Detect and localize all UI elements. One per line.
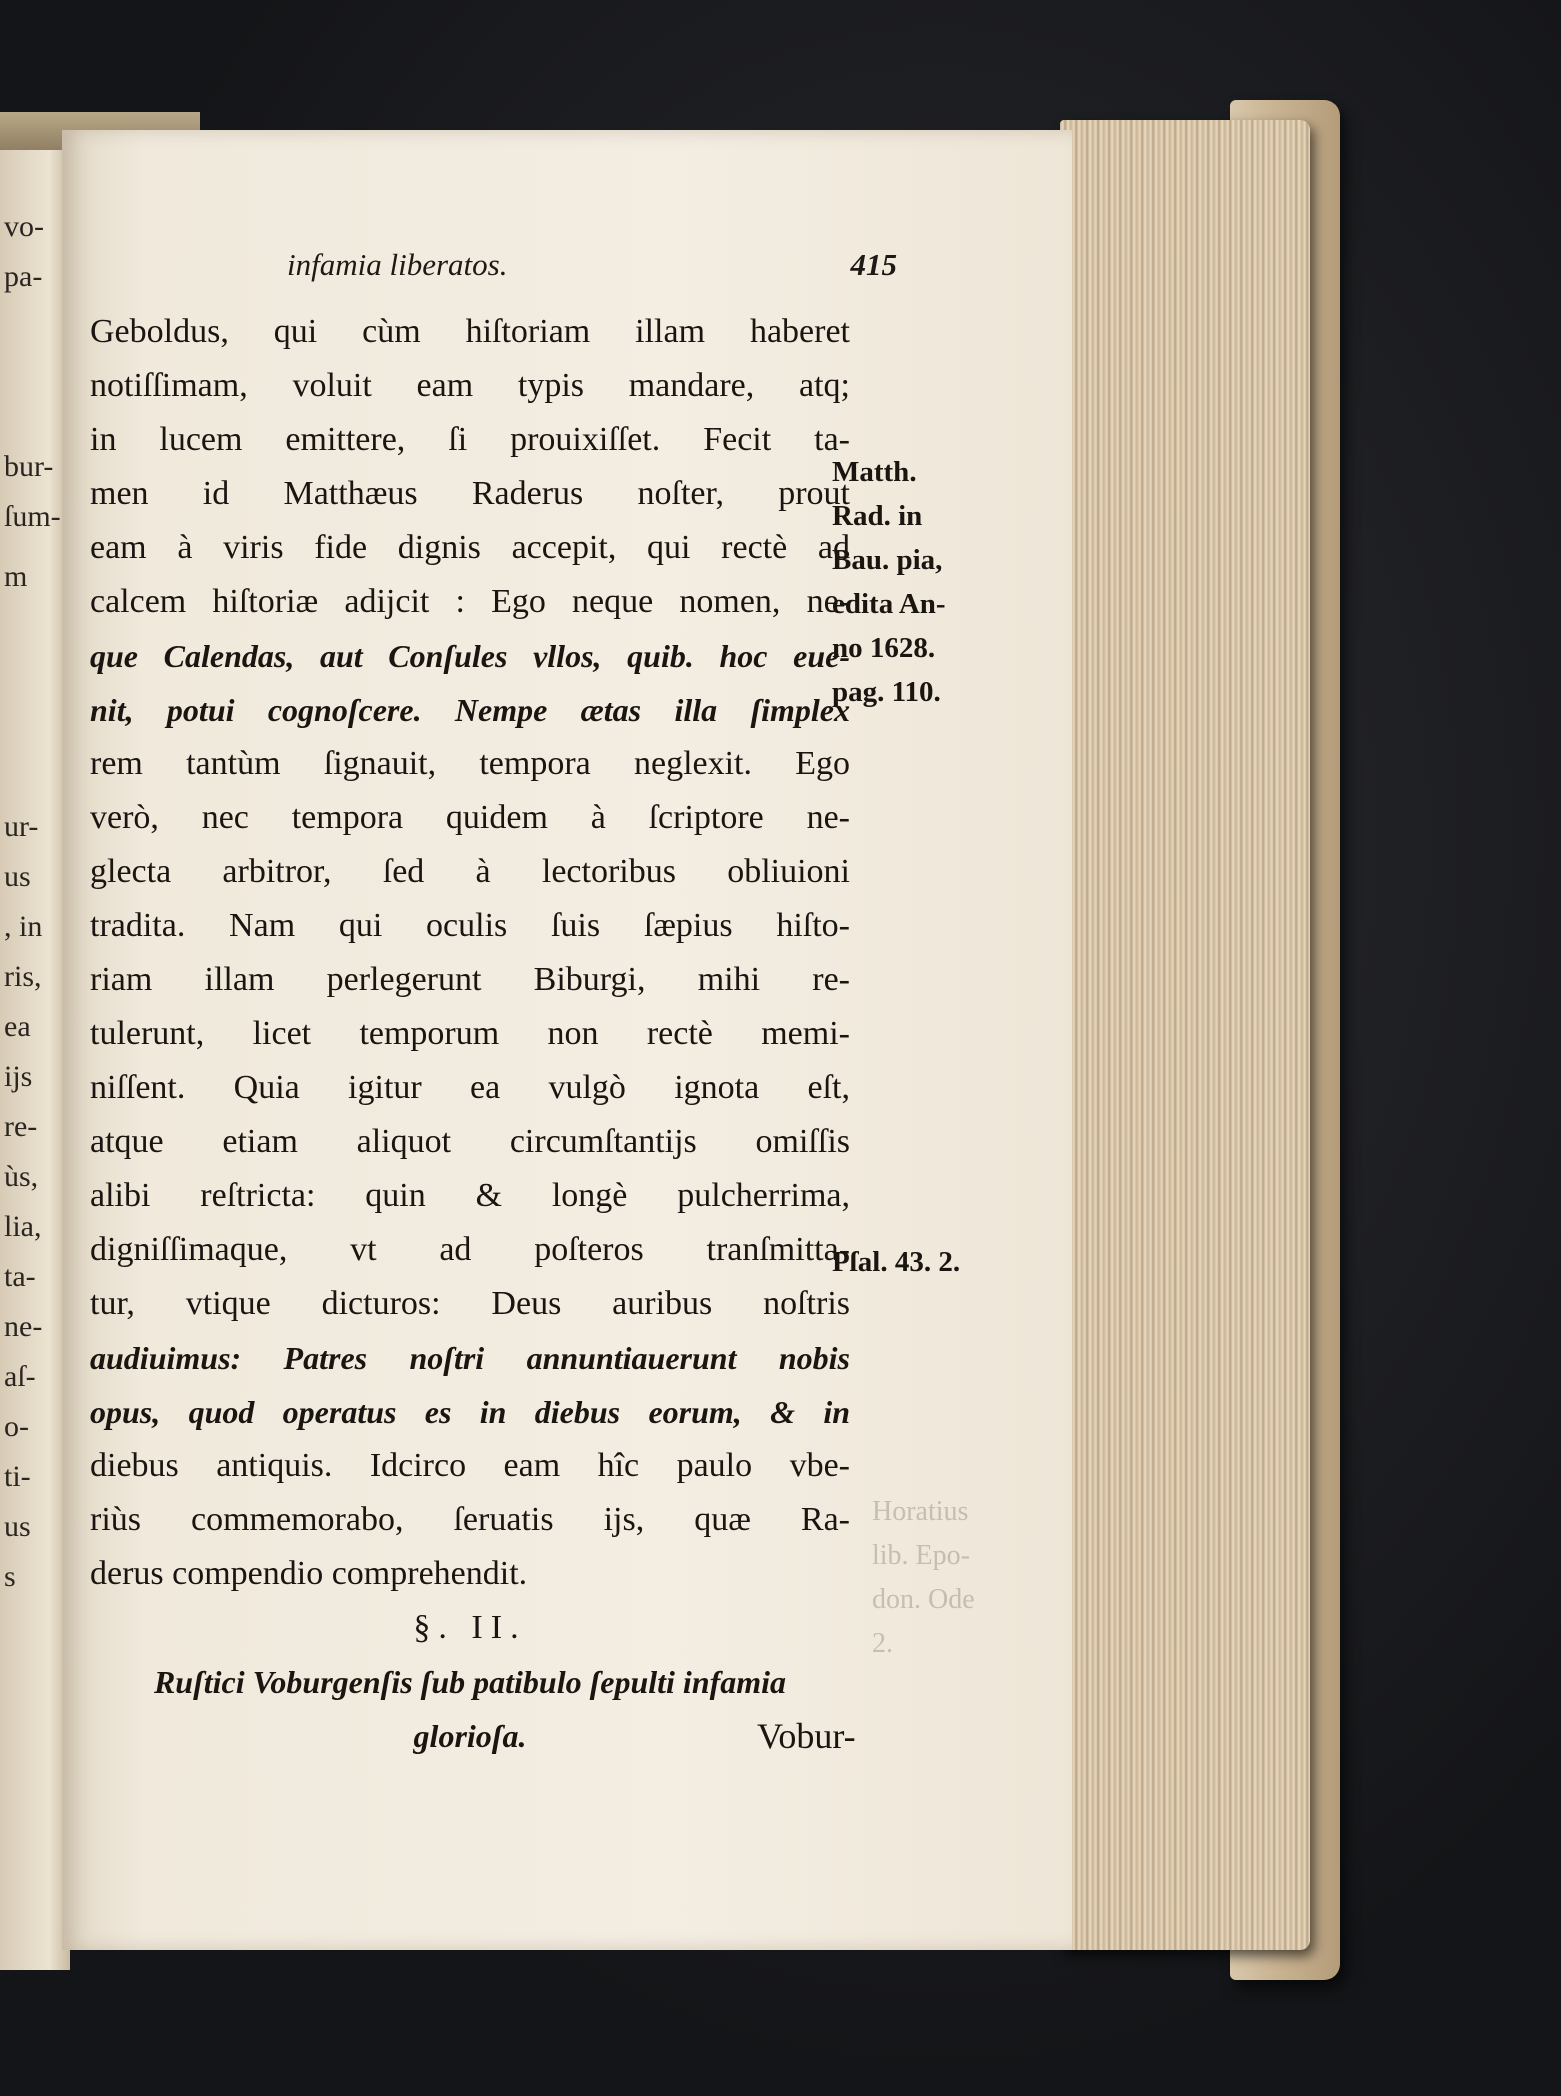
prev-page-text-fragment: ea (4, 1010, 31, 1043)
prev-page-text-fragment: re- (4, 1110, 38, 1143)
body-text (90, 305, 850, 1763)
text-line: eam à viris fide dignis accepit, qui rectè ad (90, 529, 850, 566)
page-number: 415 (850, 247, 897, 282)
text-line: rem tantùm ſignauit, tempora neglexit. Ego (90, 745, 850, 782)
prev-page-text-fragment: ne- (4, 1310, 43, 1343)
text-line: tur, vtique dicturos: Deus auribus noſtris (90, 1285, 850, 1322)
text-line: opus, quod operatus es in diebus eorum, & in (90, 1394, 850, 1430)
text-line: niſſent. Quia igitur ea vulgò ignota eſt, (90, 1069, 850, 1106)
text-line: diebus antiquis. Idcirco eam hîc paulo vbe- (90, 1447, 850, 1484)
text-line: audiuimus: Patres noſtri annuntiauerunt nobis (90, 1340, 850, 1376)
prev-page-text-fragment: ſum- (4, 500, 61, 533)
margin-note-psalm: Pſal. 43. 2. (832, 1246, 961, 1278)
margin-note-line: pag. 110. (832, 676, 941, 708)
catchword: Vobur- (757, 1716, 856, 1756)
margin-note-line: no 1628. (832, 632, 936, 664)
text-line: men id Matthæus Raderus noſter, prout (90, 475, 850, 512)
text-line: que Calendas, aut Conſules vllos, quib. hoc eue- (90, 638, 850, 674)
page-stack-edges (1060, 120, 1310, 1950)
margin-note-raderus (832, 450, 946, 714)
prev-page-text-fragment: us (4, 860, 31, 893)
prev-page-text-fragment: ùs, (4, 1160, 39, 1193)
ghost-line: Horatius (872, 1496, 969, 1527)
prev-page-text-fragment: lia, (4, 1210, 42, 1243)
text-line: Geboldus, qui cùm hiſtoriam illam haberet (90, 313, 850, 350)
text-line: digniſſimaque, vt ad poſteros tranſmitta- (90, 1231, 850, 1268)
book-page (62, 130, 1072, 1950)
prev-page-text-fragment: bur- (4, 450, 54, 483)
prev-page-text-fragment: ur- (4, 810, 39, 843)
text-line: alibi reſtricta: quin & longè pulcherrima, (90, 1177, 850, 1214)
prev-page-text-fragment: ta- (4, 1260, 36, 1293)
ghost-line: don. Ode (872, 1584, 975, 1615)
prev-page-text-fragment: us (4, 1510, 31, 1543)
text-line: tulerunt, licet temporum non rectè memi- (90, 1015, 850, 1052)
prev-page-text-fragment: ti- (4, 1460, 31, 1493)
text-line: notiſſimam, voluit eam typis mandare, atq; (90, 367, 850, 404)
prev-page-text-fragment: aſ- (4, 1360, 36, 1393)
text-line: riùs commemorabo, ſeruatis ijs, quæ Ra- (90, 1501, 850, 1538)
previous-page-fragment (0, 150, 70, 1970)
prev-page-text-fragment: vo- (4, 210, 44, 243)
prev-page-text-fragment: pa- (4, 260, 43, 293)
section-subtitle: glorioſa. (413, 1718, 527, 1754)
margin-note-line: Matth. (832, 456, 917, 488)
prev-page-text-fragment: s (4, 1560, 16, 1593)
show-through-text (872, 1490, 975, 1666)
section-subtitle: Ruſtici Voburgenſis ſub patibulo ſepulti infamia (153, 1664, 787, 1700)
prev-page-text-fragment: o- (4, 1410, 29, 1443)
section-mark: §. II. (413, 1609, 527, 1646)
text-line: glecta arbitror, ſed à lectoribus obliuioni (90, 853, 850, 890)
prev-page-text-fragment: ris, (4, 960, 42, 993)
text-line: calcem hiſtoriæ adijcit : Ego neque nomen, ne- (90, 583, 850, 620)
ghost-line: lib. Epo- (872, 1540, 970, 1571)
text-line: tradita. Nam qui oculis ſuis ſæpius hiſto- (90, 907, 850, 944)
margin-note-line: Rad. in (832, 500, 923, 532)
text-line: riam illam perlegerunt Biburgi, mihi re- (90, 961, 850, 998)
text-line: derus compendio comprehendit. (90, 1555, 528, 1592)
prev-page-text-fragment: , in (4, 910, 43, 943)
text-line: atque etiam aliquot circumſtantijs omiſſis (90, 1123, 850, 1160)
margin-note-line: Bau. pia, (832, 544, 943, 576)
text-line: in lucem emittere, ſi prouixiſſet. Fecit ta- (90, 421, 850, 458)
running-head: infamia liberatos. (287, 247, 508, 282)
prev-page-text-fragment: ijs (4, 1060, 33, 1093)
text-line: nit, potui cognoſcere. Nempe ætas illa ſimplex (90, 692, 850, 728)
ghost-line: 2. (872, 1628, 893, 1659)
text-line: verò, nec tempora quidem à ſcriptore ne- (90, 799, 850, 836)
prev-page-text-fragment: m (4, 560, 28, 593)
page-header (287, 247, 897, 287)
margin-note-line: edita An- (832, 588, 946, 620)
